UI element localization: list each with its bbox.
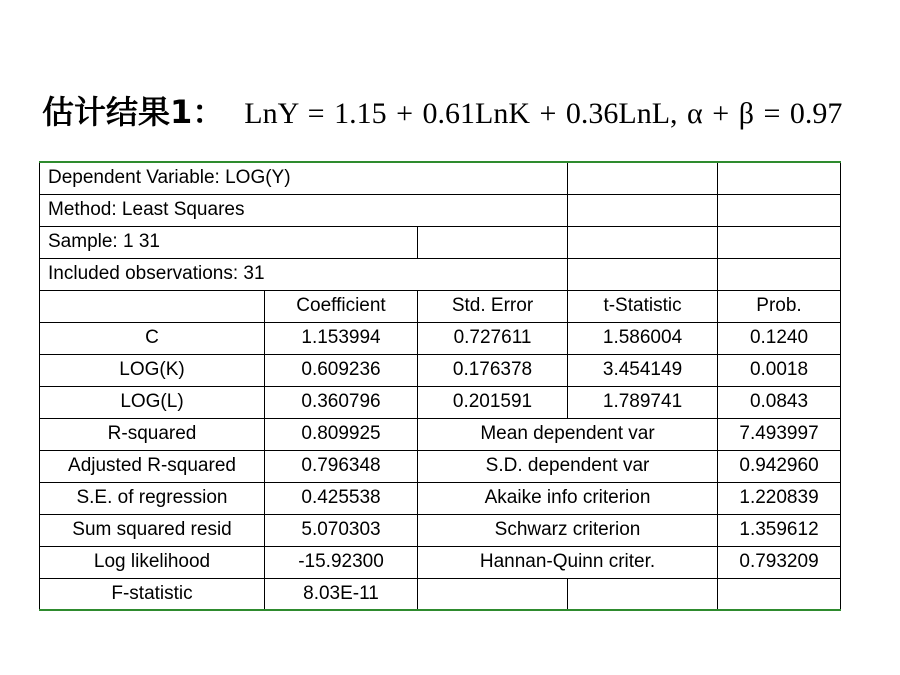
empty-cell	[568, 194, 718, 226]
observations-cell: Included observations: 31	[40, 258, 568, 290]
stat-value: 5.070303	[265, 514, 418, 546]
table-row	[40, 226, 841, 258]
empty-cell	[418, 578, 568, 610]
stats-row	[40, 546, 841, 578]
stat-label: Akaike info criterion	[418, 482, 718, 514]
coefficient-row	[40, 386, 841, 418]
prob-value: 0.0018	[718, 354, 841, 386]
std-error-value: 0.176378	[418, 354, 568, 386]
table-row	[40, 194, 841, 226]
column-header: t-Statistic	[568, 290, 718, 322]
method-cell: Method: Least Squares	[40, 194, 568, 226]
prob-value: 0.0843	[718, 386, 841, 418]
t-statistic-value: 3.454149	[568, 354, 718, 386]
std-error-value: 0.727611	[418, 322, 568, 354]
empty-cell	[40, 290, 265, 322]
regression-results-table	[39, 161, 841, 611]
stat-label: R-squared	[40, 418, 265, 450]
empty-cell	[718, 226, 841, 258]
stat-label: S.D. dependent var	[418, 450, 718, 482]
stat-value: 1.220839	[718, 482, 841, 514]
stat-value: 0.809925	[265, 418, 418, 450]
dependent-variable-cell: Dependent Variable: LOG(Y)	[40, 162, 568, 194]
table-row	[40, 258, 841, 290]
column-header: Std. Error	[418, 290, 568, 322]
stat-label: Mean dependent var	[418, 418, 718, 450]
stat-value: 0.942960	[718, 450, 841, 482]
variable-name: LOG(L)	[40, 386, 265, 418]
empty-cell	[718, 258, 841, 290]
table-row	[40, 162, 841, 194]
stat-value: 0.793209	[718, 546, 841, 578]
column-header: Prob.	[718, 290, 841, 322]
stat-value: 8.03E-11	[265, 578, 418, 610]
empty-cell	[718, 162, 841, 194]
stat-label: Sum squared resid	[40, 514, 265, 546]
stat-label: Schwarz criterion	[418, 514, 718, 546]
sample-cell: Sample: 1 31	[40, 226, 418, 258]
t-statistic-value: 1.789741	[568, 386, 718, 418]
coefficient-row	[40, 322, 841, 354]
stat-label: F-statistic	[40, 578, 265, 610]
empty-cell	[718, 578, 841, 610]
variable-name: LOG(K)	[40, 354, 265, 386]
stat-value: 0.425538	[265, 482, 418, 514]
stat-value: 1.359612	[718, 514, 841, 546]
coefficient-row	[40, 354, 841, 386]
stat-label: Log likelihood	[40, 546, 265, 578]
stat-value: 7.493997	[718, 418, 841, 450]
stat-label: S.E. of regression	[40, 482, 265, 514]
stat-label: Hannan-Quinn criter.	[418, 546, 718, 578]
slide-title	[42, 88, 842, 138]
stats-row	[40, 482, 841, 514]
stats-row	[40, 418, 841, 450]
empty-cell	[568, 226, 718, 258]
empty-cell	[568, 258, 718, 290]
empty-cell	[568, 162, 718, 194]
column-header-row	[40, 290, 841, 322]
empty-cell	[718, 194, 841, 226]
title-prefix: 估计结果1：	[42, 93, 225, 131]
stat-value: -15.92300	[265, 546, 418, 578]
prob-value: 0.1240	[718, 322, 841, 354]
coefficient-value: 0.609236	[265, 354, 418, 386]
coefficient-value: 1.153994	[265, 322, 418, 354]
stat-label: Adjusted R-squared	[40, 450, 265, 482]
t-statistic-value: 1.586004	[568, 322, 718, 354]
variable-name: C	[40, 322, 265, 354]
empty-cell	[568, 578, 718, 610]
regression-formula: LnY = 1.15 + 0.61LnK + 0.36LnL, α + β = 0.97	[244, 97, 843, 130]
stats-row	[40, 514, 841, 546]
empty-cell	[418, 226, 568, 258]
stats-row	[40, 578, 841, 610]
stat-value: 0.796348	[265, 450, 418, 482]
column-header: Coefficient	[265, 290, 418, 322]
std-error-value: 0.201591	[418, 386, 568, 418]
coefficient-value: 0.360796	[265, 386, 418, 418]
stats-row	[40, 450, 841, 482]
